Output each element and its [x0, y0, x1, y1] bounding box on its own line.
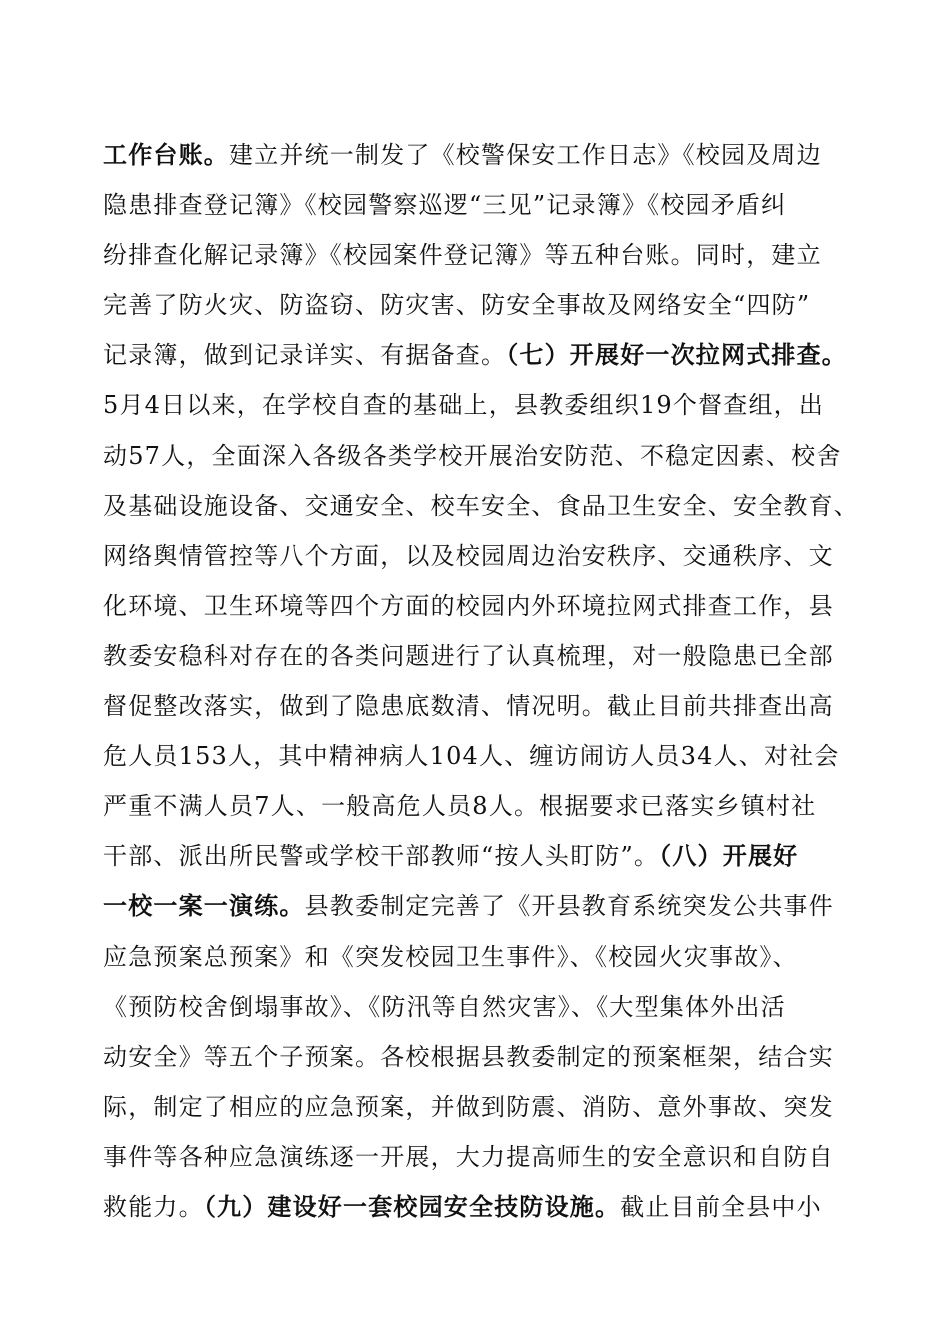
- body-text: 危人员153人，其中精神病人104人、缠访闹访人员34人、对社会: [103, 742, 840, 771]
- document-body: [103, 130, 863, 1232]
- text-line: [103, 982, 863, 1032]
- text-line: [103, 1182, 863, 1232]
- body-text: 网络舆情管控等八个方面，以及校园周边治安秩序、交通秩序、文: [103, 541, 834, 570]
- text-line: [103, 831, 863, 881]
- text-line: [103, 631, 863, 681]
- text-line: [103, 431, 863, 481]
- body-text: 事件等各种应急演练逐一开展，大力提高师生的安全意识和自防自: [103, 1142, 834, 1171]
- body-text: 应急预案总预案》和《突发校园卫生事件》、《校园火灾事故》、: [103, 942, 798, 971]
- bold-heading-text: （七）开展好一次拉网式排查。: [506, 340, 848, 370]
- body-text: 隐患排查登记簿》《校园警察巡逻“三见”记录簿》《校园矛盾纠: [103, 191, 787, 220]
- text-line: [103, 881, 863, 931]
- text-line: [103, 731, 863, 781]
- text-line: [103, 180, 863, 230]
- text-line: [103, 681, 863, 731]
- body-text: 完善了防火灾、防盗窃、防灾害、防安全事故及网络安全“四防”: [103, 291, 811, 320]
- body-text: 县教委制定完善了《开县教育系统突发公共事件: [304, 892, 834, 921]
- body-text: 干部、派出所民警或学校干部教师“按人头盯防”。: [103, 842, 660, 871]
- text-line: [103, 1082, 863, 1132]
- text-line: [103, 330, 863, 380]
- body-text: 化环境、卫生环境等四个方面的校园内外环境拉网式排查工作，县: [103, 591, 834, 620]
- text-line: [103, 1132, 863, 1182]
- bold-heading-text: （九）建设好一套校园安全技防设施。: [203, 1191, 621, 1221]
- bold-heading-text: 工作台账。: [103, 140, 229, 169]
- text-line: [103, 581, 863, 631]
- body-text: 《预防校舍倒塌事故》、《防汛等自然灾害》、《大型集体外出活: [103, 992, 786, 1021]
- body-text: 动安全》等五个子预案。各校根据县教委制定的预案框架，结合实: [103, 1042, 834, 1071]
- body-text: 严重不满人员7人、一般高危人员8人。根据要求已落实乡镇村社: [103, 792, 817, 821]
- text-line: [103, 1032, 863, 1082]
- body-text: 际，制定了相应的应急预案，并做到防震、消防、意外事故、突发: [103, 1092, 834, 1121]
- body-text: 截止目前全县中小: [620, 1192, 822, 1221]
- body-text: 及基础设施设备、交通安全、校车安全、食品卫生安全、安全教育、: [103, 491, 859, 520]
- bold-heading-text: （八）开展好: [659, 841, 799, 871]
- body-text: 救能力。: [103, 1192, 204, 1221]
- text-line: [103, 380, 863, 430]
- text-line: [103, 280, 863, 330]
- body-text: 5月4日以来，在学校自查的基础上，县教委组织19个督查组，出: [103, 391, 825, 420]
- body-text: 动57人，全面深入各级各类学校开展治安防范、不稳定因素、校舍: [103, 441, 842, 470]
- text-line: [103, 481, 863, 531]
- text-line: [103, 531, 863, 581]
- body-text: 纷排查化解记录簿》《校园案件登记簿》等五种台账。同时，建立: [103, 241, 822, 270]
- body-text: 建立并统一制发了《校警保安工作日志》《校园及周边: [229, 141, 822, 169]
- body-text: 记录簿，做到记录详实、有据备查。: [103, 341, 507, 370]
- body-text: 教委安稳科对存在的各类问题进行了认真梳理，对一般隐患已全部: [103, 641, 834, 670]
- body-text: 督促整改落实，做到了隐患底数清、情况明。截止目前共排查出高: [103, 692, 834, 721]
- text-line: [103, 230, 863, 280]
- text-line: [103, 130, 863, 180]
- bold-heading-text: 一校一案一演练。: [103, 891, 305, 921]
- text-line: [103, 781, 863, 831]
- text-line: [103, 932, 863, 982]
